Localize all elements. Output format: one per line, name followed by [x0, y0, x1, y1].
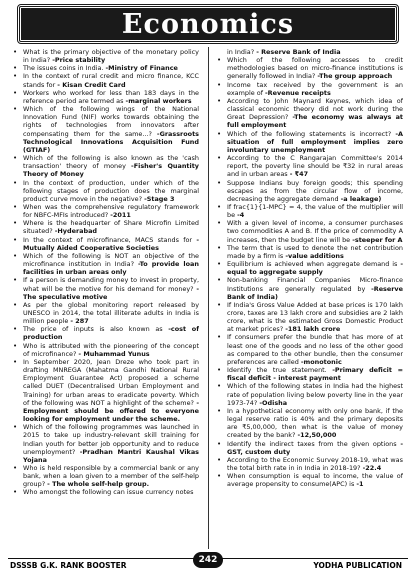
page-footer — [0, 550, 416, 572]
answer-text: - Muhammad Yunus — [78, 349, 150, 358]
question-item — [216, 366, 403, 382]
answer-text: -GST, custom duty — [227, 439, 403, 456]
answer-text: -Employment should be offered to everyone looking for employment under the scheme. — [23, 398, 199, 424]
answer-text: - Kisan Credit Card — [57, 80, 126, 89]
answer-text: -value additions — [285, 251, 344, 260]
answer-text: -Primary deficit = fiscal deficit - interest payment — [227, 366, 403, 383]
answer-text: -2011 — [110, 211, 131, 220]
question-item — [216, 276, 403, 300]
answer-text: -marginal workers — [125, 96, 192, 105]
answer-text: - Reserve Bank of India — [256, 48, 341, 56]
answer-text: -To provide loan facilities in urban areas only — [23, 260, 199, 277]
question-text: In the context of microfinance, MACS stands for — [23, 235, 193, 244]
question-item — [216, 472, 403, 488]
answer-text: -Price stability — [52, 56, 106, 65]
answer-text: -Ministry of Finance — [105, 64, 178, 73]
question-text: If a person is demanding money to invest in property, what will be the motive for his demand for money? — [23, 276, 199, 293]
question-item — [12, 276, 199, 300]
question-item — [12, 48, 199, 64]
question-text: Non-banking Financial Companies Micro-finance Institutions are generally regulated by — [227, 276, 403, 293]
question-item — [12, 464, 199, 488]
question-item — [216, 333, 403, 366]
question-item — [216, 81, 403, 97]
question-text: According to the Economic Survey 2018-19, what was the total birth rate in in India in 2018-19? — [227, 455, 403, 472]
question-text: What is the primary objective of the monetary policy in India? — [23, 48, 199, 65]
question-text: Who is attributed with the pioneering of the concept of microfinance? — [23, 341, 199, 358]
question-text: According to the C Rangarajan Committee's 2014 report, the poverty line should be ₹32 in rural areas and in urban areas — [227, 154, 403, 179]
question-item — [12, 325, 199, 341]
question-item — [12, 72, 199, 88]
question-item — [216, 219, 403, 243]
question-text: in India? — [227, 48, 255, 56]
question-text: Which of the following states in India had the highest rate of population living below poverty line in the year 1973-74? — [227, 382, 403, 407]
question-item — [12, 154, 199, 178]
question-text: With a given level of income, a consumer purchases two commodities A and B. If the price of commodity A increases, then the budget line will be — [227, 219, 403, 244]
question-text: Workers who worked for less than 183 days in the reference period are termed as — [23, 88, 199, 105]
answer-text: -1 — [356, 480, 364, 489]
question-text: Identify the true statement. — [227, 366, 327, 375]
answer-text: -Hyderabad — [54, 227, 98, 236]
answer-text: -Odisha — [259, 398, 288, 407]
answer-text: -22.4 — [362, 463, 382, 472]
question-text: Equilibrium is achieved when aggregate demand is — [227, 260, 398, 269]
question-item — [216, 130, 403, 154]
question-item — [216, 244, 403, 260]
question-text: Which of the following is also known as the 'cash transaction' theory of money — [23, 154, 199, 171]
question-item — [216, 97, 403, 130]
question-item — [216, 179, 403, 203]
question-text: If consumers prefer the bundle that has more of at least one of the goods and no less of the other good as compared to the other bundle, then the consumer preferences are called — [227, 333, 403, 366]
right-column — [216, 48, 403, 548]
question-item — [216, 260, 403, 276]
question-text: In September 2020, Jean Dreze who took part in drafting MNREGA (Mahatma Gandhi National Rural Employment Guarantee Act) proposed a scheme called DUET (Decentralised Urban Employment and Training) for urban areas to eradicate poverty. Which of the following was NOT a highlight of the scheme? — [23, 357, 199, 407]
answer-text: -cost of production — [23, 325, 199, 342]
question-text: Which of the following programmes was launched in 2015 to take up industry-relevant skill training for Indian youth for better job opportunity and to reduce unemployment? — [23, 423, 199, 456]
question-text: The term that is used to denote the net contribution made by a firm is — [227, 243, 403, 260]
question-text: Who is held responsible by a commercial bank or any bank, when a loan given to a member of the self-help group? — [23, 463, 199, 489]
question-text: Which of the following is NOT an objective of the microfinance institution in India? — [23, 251, 199, 269]
question-item — [216, 154, 403, 178]
answer-text: - 287 — [70, 317, 89, 326]
answer-text: -Reserve Bank of India) — [227, 284, 403, 301]
page-title: Economics — [121, 8, 295, 40]
question-item — [216, 382, 403, 406]
question-item — [216, 456, 403, 472]
question-item — [12, 236, 199, 252]
question-text: In a hypothetical economy with only one bank, if the legal reserve ratio is 40% and the primary deposits are ₹5,00,000, then what is the value of money created by the bank? — [227, 406, 403, 440]
page-number: 242 — [193, 552, 223, 568]
question-text: In the context of rural credit and micro finance, KCC stands for — [23, 72, 199, 89]
question-item — [216, 301, 403, 334]
answer-text: -12,50,000 — [297, 431, 337, 440]
question-item — [216, 407, 403, 440]
question-text: The issues coins in India. — [23, 64, 104, 73]
question-item — [12, 423, 199, 464]
answer-text: -The speculative motive — [23, 284, 199, 301]
question-text: Which of the following wings of the National Innovation Fund (NIF) works towards obtaining the rights of technologies from innovators after compensating them for the same...? — [23, 105, 199, 138]
answer-text: -The group approach — [317, 72, 393, 81]
answer-text: -equal to aggregate supply — [227, 260, 403, 277]
question-text: Who amongst the following can issue currency notes — [23, 488, 194, 497]
answer-text: -Mutually Aided Cooperative Societies — [23, 235, 199, 252]
question-text: Identify the indirect taxes from the given options — [227, 439, 397, 448]
question-item — [12, 488, 199, 496]
question-item — [12, 203, 199, 219]
question-text: In the context of production, under which of the following stages of production does the marginal product curve move in the negative? — [23, 178, 199, 203]
answer-text: -a leakage) — [340, 194, 382, 203]
answer-text: -181 lakh crore — [285, 325, 341, 334]
question-item — [12, 358, 199, 423]
answer-text: -Pradhan Mantri Kaushal Vikas Yojana — [23, 447, 199, 464]
answer-text: -A situation of full employment implies zero involuntary unemployment — [227, 129, 403, 154]
question-text: The price of inputs is also known as — [23, 325, 163, 334]
question-item — [12, 179, 199, 203]
question-text: When consumption is equal to income, the value of average propensity to consume(APC) is — [227, 472, 403, 489]
question-item — [216, 203, 403, 219]
title-banner — [18, 5, 398, 43]
answer-text: -Revenue receipts — [265, 88, 331, 97]
question-text: As per the global monitoring report released by UNESCO in 2014, the total illiterate adults in India is million people — [23, 300, 199, 326]
question-item — [216, 56, 403, 80]
answer-text: -Fisher's Quantity Theory of Money — [23, 162, 199, 179]
answer-text: - ₹47 — [289, 170, 309, 179]
question-item — [12, 89, 199, 105]
question-item — [12, 342, 199, 358]
question-item — [216, 48, 403, 56]
question-item — [12, 301, 199, 325]
footer-publisher: YODHA PUBLICATION — [313, 561, 402, 570]
question-text: Suppose Indians buy foreign goods; this spending escapes as from the circular flow of income, decreasing the aggregate demand — [227, 178, 403, 203]
question-text: When was the comprehensive regulatory framework for NBFC-MFIs introduced? — [23, 202, 199, 220]
answer-text: -Stage 3 — [144, 194, 175, 203]
column-divider — [208, 47, 209, 549]
question-text: Where is the headquarter of Share Microfin Limited situated? — [23, 219, 199, 236]
question-text: If India's Gross Value Added at base prices is 170 lakh crore, taxes are 13 lakh crore and subsidies are 2 lakh crore, what is the estimated Gross Domestic Product at market prices? — [227, 300, 403, 334]
question-item — [12, 64, 199, 72]
left-column — [12, 48, 199, 548]
answer-text: - The whole self-help group. — [47, 480, 150, 489]
question-text: If frac{1}{1-MPC} = 4, the value of the multiplier will be — [227, 202, 403, 220]
question-text: Income tax received by the government is an example of — [227, 80, 403, 97]
question-text: Which of the following accesses to credit methodologies based on micro-finance institutions is generally followed in India? — [227, 56, 403, 81]
question-text: Which of the following statements is incorrect? — [227, 129, 392, 138]
question-item — [216, 440, 403, 456]
question-item — [12, 219, 199, 235]
answer-text: -steeper for A — [352, 235, 403, 244]
answer-text: -monotonic — [300, 357, 342, 366]
answer-text: -4 — [237, 211, 245, 220]
question-item — [12, 252, 199, 276]
question-text: According to John Maynard Keynes, which idea of classical economic theory did not work during the Great Depression? — [227, 96, 403, 122]
question-item — [12, 105, 199, 154]
answer-text: -Grassroots Technological Innovations Acquisition Fund (GTIAF) — [23, 129, 199, 154]
footer-book-title: DSSSB G.K. RANK BOOSTER — [10, 561, 127, 570]
answer-text: -The economy was always at full employment — [227, 113, 403, 130]
